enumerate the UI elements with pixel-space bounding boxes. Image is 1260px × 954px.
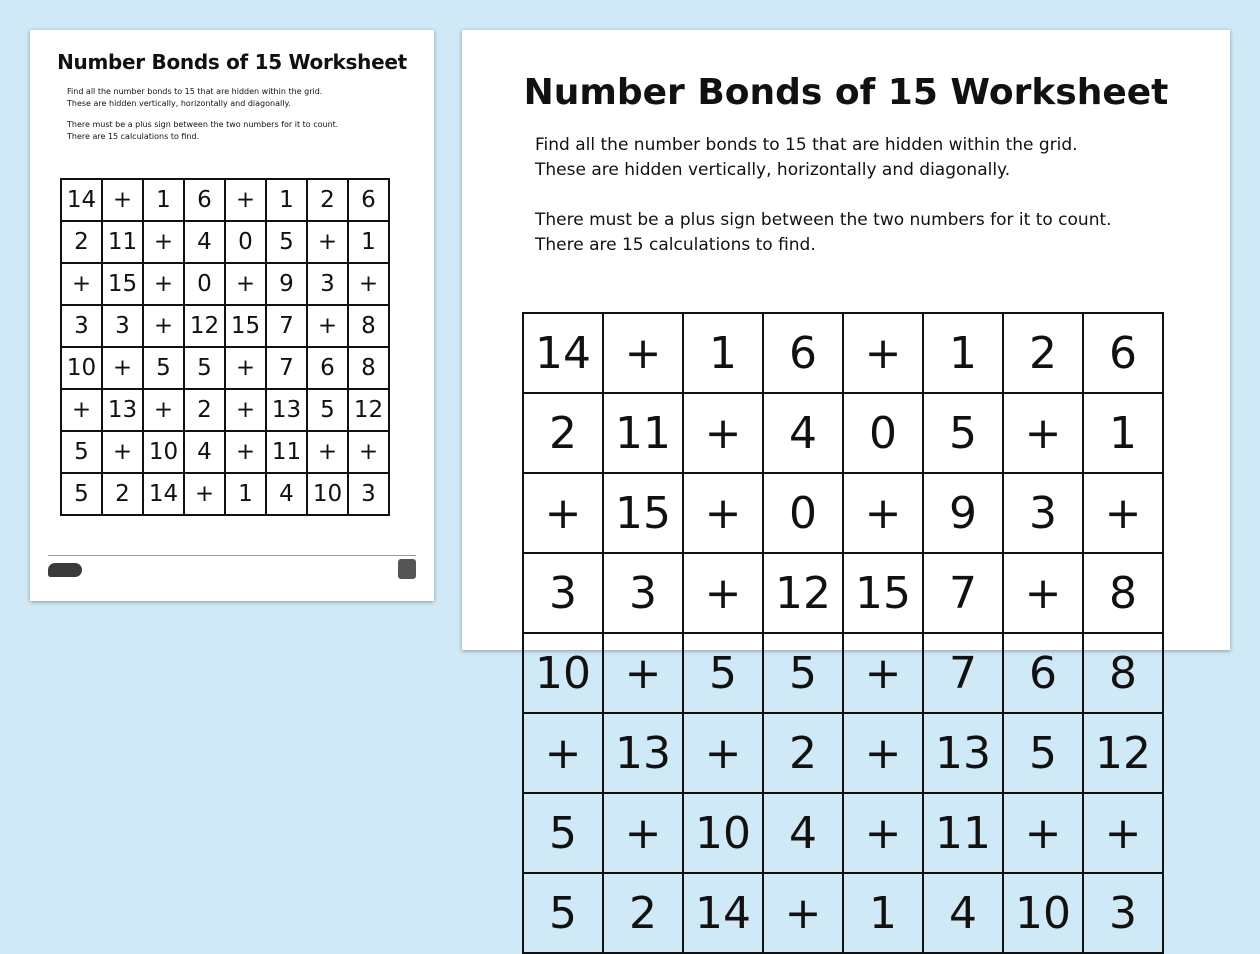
worksheet-preview-large (462, 30, 1230, 939)
grid-cell: 14 (683, 873, 763, 953)
grid-cell: 6 (307, 347, 348, 389)
grid-cell: 8 (1083, 633, 1163, 713)
grid-cell: 3 (1003, 473, 1083, 553)
grid-row (523, 713, 1163, 793)
grid-cell: 5 (763, 633, 843, 713)
grid-cell: + (143, 263, 184, 305)
grid-cell: 0 (843, 393, 923, 473)
grid-row (61, 221, 389, 263)
grid-cell: 12 (763, 553, 843, 633)
grid-cell: 2 (523, 393, 603, 473)
grid-cell: 14 (523, 313, 603, 393)
grid-cell: + (307, 305, 348, 347)
grid-cell: 5 (184, 347, 225, 389)
grid-cell: + (1083, 473, 1163, 553)
grid-cell: + (348, 263, 389, 305)
grid-cell: 1 (266, 179, 307, 221)
worksheet-preview-small (30, 30, 434, 601)
grid-cell: 12 (1083, 713, 1163, 793)
grid-cell: 5 (923, 393, 1003, 473)
grid-cell: 4 (763, 793, 843, 873)
grid-cell: 1 (348, 221, 389, 263)
grid-cell: + (1003, 393, 1083, 473)
grid-cell: 6 (763, 313, 843, 393)
instruction-line: There are 15 calculations to find. (535, 234, 816, 255)
grid-row (61, 347, 389, 389)
grid-cell: + (603, 633, 683, 713)
grid-cell: 3 (61, 305, 102, 347)
grid-cell: + (143, 305, 184, 347)
grid-cell: + (683, 553, 763, 633)
grid-cell: 7 (923, 553, 1003, 633)
grid-cell: 6 (1003, 633, 1083, 713)
footer-divider (48, 555, 416, 556)
grid-cell: + (225, 389, 266, 431)
grid-cell: 9 (923, 473, 1003, 553)
grid-cell: 10 (143, 431, 184, 473)
grid-row (61, 389, 389, 431)
grid-cell: 15 (603, 473, 683, 553)
grid-cell: + (1003, 793, 1083, 873)
worksheet-title: Number Bonds of 15 Worksheet (57, 50, 407, 74)
grid-cell: 14 (143, 473, 184, 515)
grid-cell: 2 (102, 473, 143, 515)
grid-cell: 1 (1083, 393, 1163, 473)
worksheet-instructions (535, 133, 1230, 258)
grid-cell: 10 (307, 473, 348, 515)
grid-cell: 13 (923, 713, 1003, 793)
grid-cell: 8 (348, 305, 389, 347)
instruction-line: Find all the number bonds to 15 that are hidden within the grid. (67, 87, 323, 96)
grid-cell: 2 (184, 389, 225, 431)
grid-cell: 0 (184, 263, 225, 305)
grid-cell: 14 (61, 179, 102, 221)
grid-cell: 6 (348, 179, 389, 221)
grid-cell: 11 (603, 393, 683, 473)
grid-cell: + (843, 793, 923, 873)
grid-cell: 3 (1083, 873, 1163, 953)
grid-cell: 2 (1003, 313, 1083, 393)
grid-cell: 1 (843, 873, 923, 953)
grid-cell: 10 (683, 793, 763, 873)
grid-cell: 6 (1083, 313, 1163, 393)
grid-cell: + (683, 393, 763, 473)
grid-row (61, 263, 389, 305)
grid-cell: + (225, 179, 266, 221)
instruction-line: Find all the number bonds to 15 that are hidden within the grid. (535, 135, 1078, 155)
grid-cell: + (1083, 793, 1163, 873)
grid-cell: 7 (266, 305, 307, 347)
grid-cell: + (61, 263, 102, 305)
grid-cell: 8 (348, 347, 389, 389)
grid-row (523, 393, 1163, 473)
grid-cell: + (603, 793, 683, 873)
instruction-line: These are hidden vertically, horizontally and diagonally. (535, 159, 1011, 180)
grid-cell: + (307, 221, 348, 263)
grid-cell: 5 (523, 873, 603, 953)
grid-cell: 13 (603, 713, 683, 793)
grid-cell: 8 (1083, 553, 1163, 633)
grid-cell: 5 (143, 347, 184, 389)
grid-cell: + (143, 221, 184, 263)
grid-cell: 10 (1003, 873, 1083, 953)
grid-cell: + (307, 431, 348, 473)
grid-cell: 10 (61, 347, 102, 389)
grid-cell: + (102, 431, 143, 473)
grid-cell: 3 (603, 553, 683, 633)
instruction-line: There must be a plus sign between the two numbers for it to count. (535, 210, 1112, 231)
grid-cell: + (184, 473, 225, 515)
grid-row (523, 873, 1163, 953)
grid-cell: 13 (102, 389, 143, 431)
grid-cell: 2 (307, 179, 348, 221)
grid-row (523, 553, 1163, 633)
grid-cell: 15 (225, 305, 266, 347)
number-grid (522, 312, 1164, 954)
grid-cell: + (143, 389, 184, 431)
grid-row (61, 473, 389, 515)
grid-cell: + (843, 313, 923, 393)
grid-cell: 4 (184, 221, 225, 263)
grid-cell: + (225, 431, 266, 473)
grid-cell: 5 (523, 793, 603, 873)
grid-cell: 5 (61, 431, 102, 473)
grid-cell: + (683, 473, 763, 553)
grid-cell: 4 (184, 431, 225, 473)
grid-cell: 11 (102, 221, 143, 263)
grid-cell: 5 (1003, 713, 1083, 793)
grid-cell: 4 (763, 393, 843, 473)
grid-cell: 3 (523, 553, 603, 633)
grid-cell: + (61, 389, 102, 431)
grid-cell: 1 (143, 179, 184, 221)
grid-cell: 5 (307, 389, 348, 431)
grid-cell: 5 (266, 221, 307, 263)
grid-cell: 2 (603, 873, 683, 953)
grid-cell: 12 (348, 389, 389, 431)
grid-cell: 7 (266, 347, 307, 389)
grid-cell: 3 (102, 305, 143, 347)
grid-cell: 2 (763, 713, 843, 793)
grid-cell: + (683, 713, 763, 793)
quality-badge-icon (398, 559, 416, 579)
twinkl-logo-icon (48, 563, 82, 577)
instruction-line: There are 15 calculations to find. (67, 131, 200, 141)
grid-cell: 0 (763, 473, 843, 553)
grid-cell: + (843, 713, 923, 793)
grid-cell: 2 (61, 221, 102, 263)
worksheet-title: Number Bonds of 15 Worksheet (523, 72, 1169, 113)
grid-cell: 15 (102, 263, 143, 305)
grid-cell: 15 (843, 553, 923, 633)
grid-cell: 1 (923, 313, 1003, 393)
grid-cell: 6 (184, 179, 225, 221)
grid-cell: + (225, 347, 266, 389)
grid-cell: + (102, 179, 143, 221)
number-grid (60, 178, 390, 516)
grid-cell: 7 (923, 633, 1003, 713)
grid-cell: 5 (61, 473, 102, 515)
grid-row (523, 793, 1163, 873)
grid-cell: 3 (348, 473, 389, 515)
grid-cell: + (843, 633, 923, 713)
grid-cell: + (225, 263, 266, 305)
grid-cell: + (1003, 553, 1083, 633)
grid-cell: 1 (225, 473, 266, 515)
grid-row (61, 179, 389, 221)
grid-cell: + (603, 313, 683, 393)
grid-cell: 3 (307, 263, 348, 305)
grid-cell: + (843, 473, 923, 553)
grid-cell: 10 (523, 633, 603, 713)
grid-cell: + (348, 431, 389, 473)
instruction-line: These are hidden vertically, horizontally and diagonally. (67, 98, 291, 108)
grid-cell: + (523, 473, 603, 553)
grid-row (523, 633, 1163, 713)
grid-row (523, 473, 1163, 553)
grid-cell: 1 (683, 313, 763, 393)
grid-cell: + (523, 713, 603, 793)
grid-cell: 12 (184, 305, 225, 347)
grid-row (61, 305, 389, 347)
grid-cell: 13 (266, 389, 307, 431)
grid-cell: + (763, 873, 843, 953)
grid-cell: 9 (266, 263, 307, 305)
worksheet-instructions (67, 86, 434, 142)
grid-cell: 5 (683, 633, 763, 713)
instruction-line: There must be a plus sign between the two numbers for it to count. (67, 120, 339, 130)
grid-cell: 4 (923, 873, 1003, 953)
grid-cell: 11 (923, 793, 1003, 873)
grid-cell: 0 (225, 221, 266, 263)
grid-cell: + (102, 347, 143, 389)
grid-cell: 4 (266, 473, 307, 515)
grid-row (523, 313, 1163, 393)
grid-row (61, 431, 389, 473)
grid-cell: 11 (266, 431, 307, 473)
